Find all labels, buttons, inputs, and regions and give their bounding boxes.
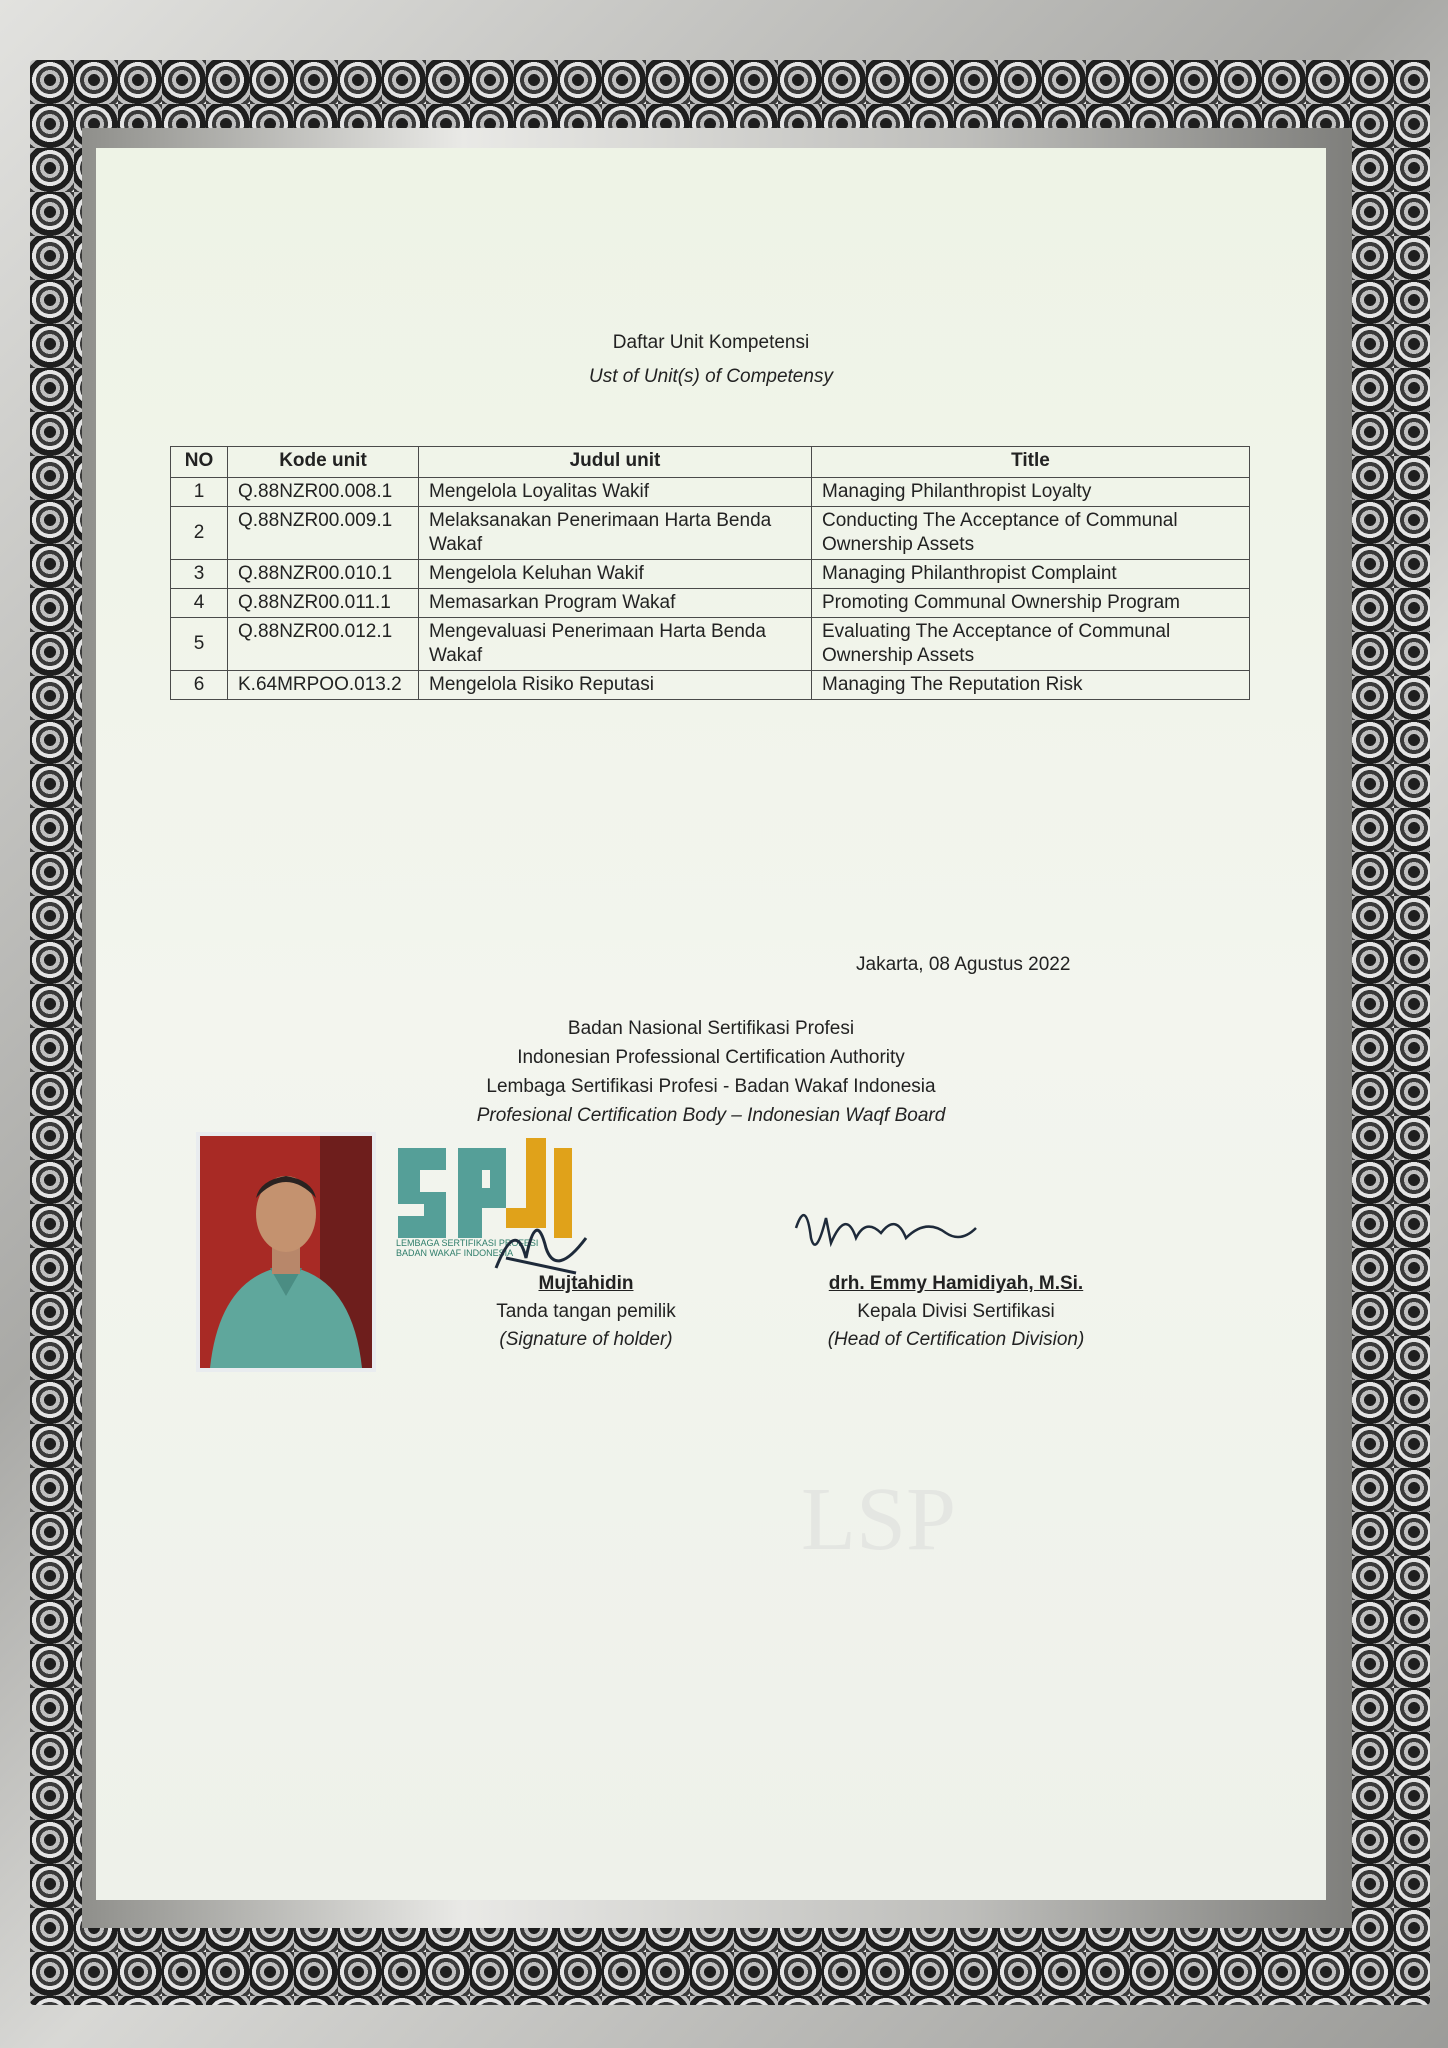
cell-kode: Q.88NZR00.012.1 [228,618,419,671]
cell-title: Managing Philanthropist Loyalty [812,478,1250,507]
head-signature [786,1188,986,1268]
holder-role-en: (Signature of holder) [499,1329,673,1350]
certificate-page [96,148,1326,1900]
cell-no: 5 [171,618,228,671]
org-line: Lembaga Sertifikasi Profesi - Badan Wakaf Indonesia [486,1076,936,1097]
competency-table [170,446,1250,700]
column-header: Judul unit [419,447,812,478]
cell-kode: Q.88NZR00.010.1 [228,560,419,589]
cell-kode: Q.88NZR00.008.1 [228,478,419,507]
cell-judul: Memasarkan Program Wakaf [419,589,812,618]
column-header: NO [171,447,228,478]
cell-no: 4 [171,589,228,618]
cell-title: Managing The Reputation Risk [812,671,1250,700]
cell-title: Conducting The Acceptance of Communal Ownership Assets [812,507,1250,560]
cell-judul: Mengevaluasi Penerimaan Harta Benda Wakaf [419,618,812,671]
cell-judul: Mengelola Risiko Reputasi [419,671,812,700]
column-header: Title [812,447,1250,478]
cell-kode: Q.88NZR00.011.1 [228,589,419,618]
cell-title: Evaluating The Acceptance of Communal Ownership Assets [812,618,1250,671]
table-row [171,618,1250,671]
cell-judul: Melaksanakan Penerimaan Harta Benda Wakaf [419,507,812,560]
cell-judul: Mengelola Loyalitas Wakif [419,478,812,507]
head-role: Kepala Divisi Sertifikasi [857,1301,1055,1322]
org-line: Profesional Certification Body – Indonesian Waqf Board [476,1105,946,1126]
lsp-logo-caption: LEMBAGA SERTIFIKASI PROFESI BADAN WAKAF INDONESIA [396,1238,539,1258]
cell-judul: Mengelola Keluhan Wakif [419,560,812,589]
org-line: Indonesian Professional Certification Authority [517,1047,905,1068]
head-name: drh. Emmy Hamidiyah, M.Si. [828,1273,1084,1294]
table-row [171,478,1250,507]
table-row [171,507,1250,560]
table-row [171,589,1250,618]
table-row [171,671,1250,700]
table-row [171,560,1250,589]
cell-no: 6 [171,671,228,700]
holder-portrait-image [200,1136,372,1368]
cell-kode: Q.88NZR00.009.1 [228,507,419,560]
cell-title: Promoting Communal Ownership Program [812,589,1250,618]
head-role-en: (Head of Certification Division) [827,1329,1085,1350]
cell-no: 1 [171,478,228,507]
head-signature-block [736,1270,1176,1354]
holder-photo [196,1132,376,1372]
holder-name: Mujtahidin [538,1273,634,1294]
holder-role: Tanda tangan pemilik [496,1301,676,1322]
cell-no: 3 [171,560,228,589]
issuing-organization [96,1014,1326,1130]
cell-no: 2 [171,507,228,560]
column-header: Kode unit [228,447,419,478]
issue-date: Jakarta, 08 Agustus 2022 [856,954,1071,975]
document-subtitle: Ust of Unit(s) of Competensy [589,366,833,387]
watermark-emboss: LSP [801,1470,957,1569]
cell-kode: K.64MRPOO.013.2 [228,671,419,700]
document-title: Daftar Unit Kompetensi [612,332,810,353]
table-header-row [171,447,1250,478]
cell-title: Managing Philanthropist Complaint [812,560,1250,589]
org-line: Badan Nasional Sertifikasi Profesi [567,1018,855,1039]
holder-signature-block [416,1270,756,1354]
